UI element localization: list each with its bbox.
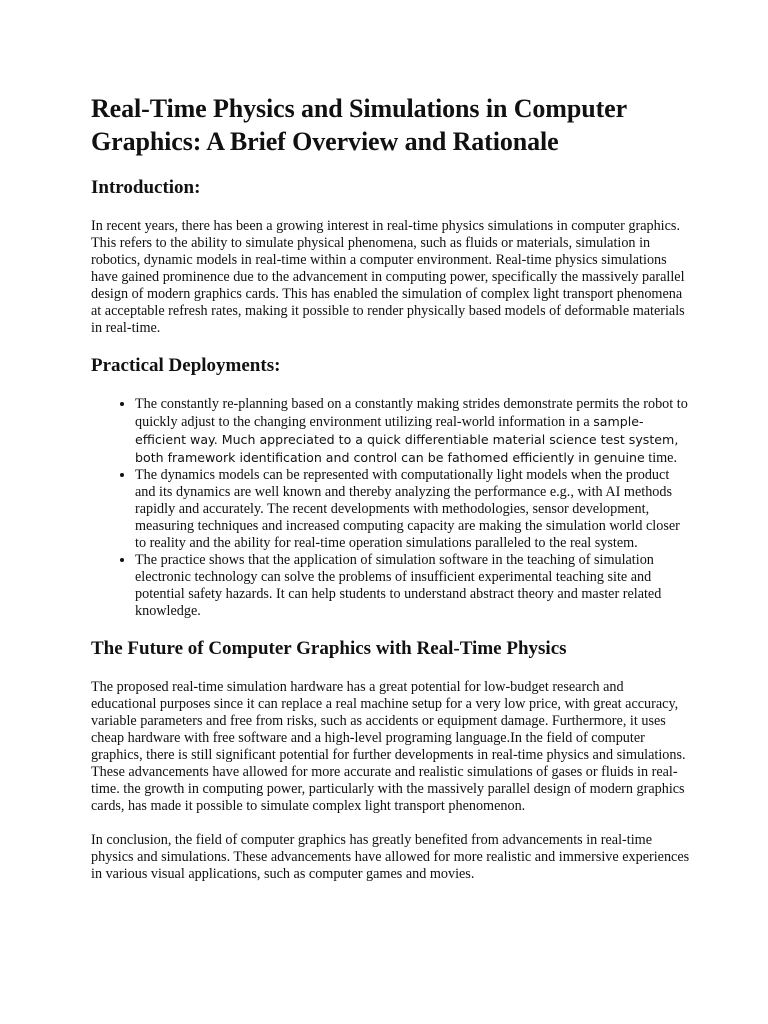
document-page — [91, 92, 691, 900]
conclusion-paragraph: In conclusion, the field of computer graphics has greatly benefited from advancements in real-time physics and simulations. These advancements have allowed for more realistic and immersive experiences in various visual applications, such as computer games and movies. — [91, 832, 690, 882]
introduction-paragraph: In recent years, there has been a growing interest in real-time physics simulations in computer graphics. This refers to the ability to simulate physical phenomena, such as fluids or materials, simulation in robotics, dynamic models in real-time within a computer environment. Real-time physics simulations have gained prominence due to the advancement in computing power, specifically the massively parallel design of modern graphics cards. This has enabled the simulation of complex light transport phenomena at acceptable refresh rates, making it possible to render physically based models of deformable materials in real-time. — [91, 218, 685, 336]
document-title: Real-Time Physics and Simulations in Computer Graphics: A Brief Overview and Rationale — [91, 94, 627, 156]
bullet-1-text-b: sample-efficient way. Much appreciated to a quick differentiable material science test system, both framework identification and control can be fathomed efficiently in genuine — [135, 414, 679, 465]
future-heading: The Future of Computer Graphics with Real-Time Physics — [91, 638, 567, 659]
list-item — [135, 396, 691, 467]
introduction-heading: Introduction: — [91, 177, 201, 198]
bullet-1-text-a: The constantly re-planning based on a constantly making strides demonstrate permits the robot to quickly adjust to the changing environment utilizing real-world information in a — [135, 396, 688, 430]
bullet-1-text-c: time. — [644, 450, 678, 466]
list-item: • The practice shows that the application of simulation software in the teaching of simulation electronic technology can solve the problems of insufficient experimental teaching site and potential safety hazards. It can help students to understand abstract theory and master related knowledge. — [135, 552, 691, 620]
practical-deployments-heading: Practical Deployments: — [91, 355, 281, 376]
list-item: • The dynamics models can be represented with computationally light models when the product and its dynamics are well known and thereby analyzing the performance e.g., with AI methods rapidly and accurately. The recent developments with methodologies, sensor development, measuring techniques and increased computing capacity are making the simulation world closer to reality and the ability for real-time operation simulations paralleled to the real system. — [135, 467, 691, 552]
deployments-list — [91, 396, 691, 620]
future-paragraph: The proposed real-time simulation hardware has a great potential for low-budget research and educational purposes since it can replace a real machine setup for a very low price, with great accuracy, variable parameters and free from risks, such as accidents or equipment damage. Furthermore, it uses cheap hardware with free software and a high-level programing language.In the field of computer graphics, there is still significant potential for further developments in real-time physics and simulations. These advancements have allowed for more accurate and realistic simulations of gases or fluids in real-time. the growth in computing power, particularly with the massively parallel design of modern graphics cards, has made it possible to simulate complex light transport phenomenon. — [91, 679, 686, 814]
